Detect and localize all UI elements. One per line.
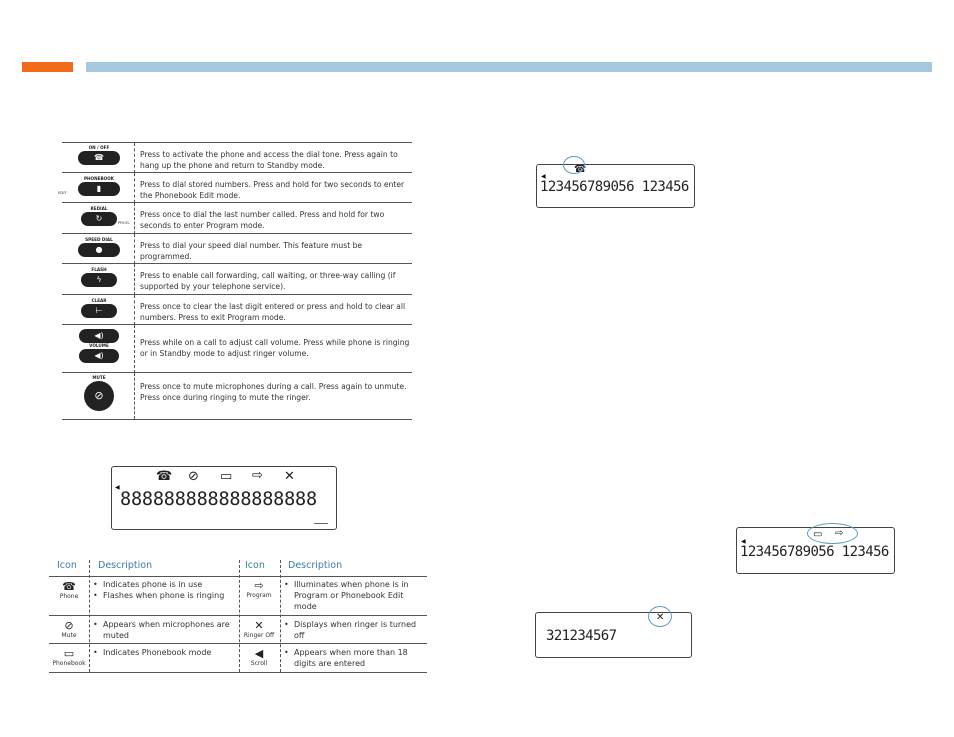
scroll-icon: ◀ [741,538,746,545]
phonebook-key[interactable]: PHONEBOOK ▮ [74,176,124,196]
icon-cell-scroll: ◀ Scroll [239,648,279,668]
mute-icon: ⊘ [84,381,114,411]
key-row-flash: FLASH ϟ Press to enable call forwarding, call waiting, or three-way calling (if supported by your telephone service). [62,263,412,295]
highlight-oval [648,606,672,627]
mute-key[interactable]: MUTE ⊘ [74,375,124,411]
book-icon: ▭ [813,529,823,540]
phone-icon: ☎ [62,580,76,593]
icon-cell-program: ⇨ Program [239,580,279,600]
lcd-example-program: ▭ ⇨ ◀ 123456789056 123456 [736,527,895,574]
scroll-icon: ◀ [115,484,120,491]
description-phone: • Indicates phone is in use • Flashes when phone is ringing [91,579,237,601]
key-row-volume: ◀) VOLUME ◀) Press while on a call to adjust call volume. Press while phone is ringing or in Standby mode to adjust ringer volume. [62,324,412,373]
book-icon: ▮ [78,182,120,196]
lcd-all-segments [111,466,337,530]
icon-cell-ringer-off: ✕ Ringer Off [239,620,279,640]
key-row-clear: CLEAR ⊢ Press once to clear the last digit entered or press and hold to clear all numbers. Press to exit Program mode. [62,294,412,325]
phone-icon: ☎ [574,164,587,175]
description-ringer-off: • Displays when ringer is turned off [282,619,428,641]
phone-handset-icon: ☎ [78,151,120,165]
clear-icon: ⊢ [81,304,117,318]
lcd-example-ringer-off: ✕ 321234567 [535,612,692,658]
program-arrow-icon: ⇨ [252,468,263,483]
icon-table [49,560,427,672]
program-arrow-icon: ⇨ [254,579,264,592]
redial-icon: ↻ [81,212,117,226]
program-arrow-icon: ⇨ [835,528,844,539]
lcd-digits: 888888888888888888 [120,489,317,510]
accent-bar [22,62,73,72]
ringer-off-icon: ✕ [284,469,295,484]
volume-down-key[interactable]: VOLUME ◀) [74,343,124,363]
key-row-redial: PROG. REDIAL ↻ Press once to dial the last number called. Press and hold for two seconds to enter Program mode. [62,202,412,234]
icon-header-right: Icon [245,560,265,571]
key-row-speed-dial: SPEED DIAL ● Press to dial your speed dial number. This feature must be programmed. [62,233,412,264]
scroll-icon: ◀ [254,647,264,660]
speed-dial-key[interactable]: SPEED DIAL ● [74,237,124,257]
on-off-key[interactable]: ON / OFF ☎ [74,145,124,165]
flash-icon: ϟ [81,273,117,287]
lcd-example-phone-in-use: ☎ ◀ 123456789056 123456 [536,164,695,208]
description-phonebook: • Indicates Phonebook mode [91,647,237,658]
clear-key[interactable]: CLEAR ⊢ [74,298,124,318]
ringer-off-icon: ✕ [254,619,264,632]
description-mute: • Appears when microphones are muted [91,619,237,641]
highlight-oval [807,523,858,544]
flash-key[interactable]: FLASH ϟ [74,267,124,287]
key-row-mute: MUTE ⊘ Press once to mute microphones during a call. Press again to unmute. Press once during ringing to mute the ringer. [62,372,412,420]
highlight-oval [563,156,585,174]
key-row-on-off: ON / OFF ☎ Press to activate the phone and access the dial tone. Press again to hang up the phone and return to Standby mode. [62,142,412,173]
lcd-segment-line [314,523,328,524]
volume-down-icon: ◀) [79,349,119,363]
mute-icon: ⊘ [64,619,74,632]
book-icon: ▭ [63,647,75,660]
scroll-icon: ◀ [541,173,546,180]
icon-cell-phone: ☎ Phone [49,581,89,601]
volume-up-key[interactable] [74,329,124,343]
mute-icon: ⊘ [188,469,199,484]
redial-key[interactable]: REDIAL ↻ [74,206,124,226]
icon-cell-mute: ⊘ Mute [49,620,89,640]
description-header-left: Description [98,560,153,571]
description-scroll: • Appears when more than 18 digits are entered [282,647,428,669]
key-row-phonebook: EDIT PHONEBOOK ▮ Press to dial stored numbers. Press and hold for two seconds to enter the Phonebook Edit mode. [62,172,412,203]
header-bar [86,62,932,72]
icon-header-left: Icon [57,560,77,571]
volume-up-icon: ◀) [79,329,119,343]
icon-cell-phonebook: ▭ Phonebook [49,648,89,668]
phone-icon: ☎ [156,469,173,484]
dot-icon: ● [78,243,120,257]
description-program: • Illuminates when phone is in Program or Phonebook Edit mode [282,579,428,612]
book-icon: ▭ [220,469,233,484]
description-header-right: Description [288,560,343,571]
ringer-off-icon: ✕ [656,612,665,623]
